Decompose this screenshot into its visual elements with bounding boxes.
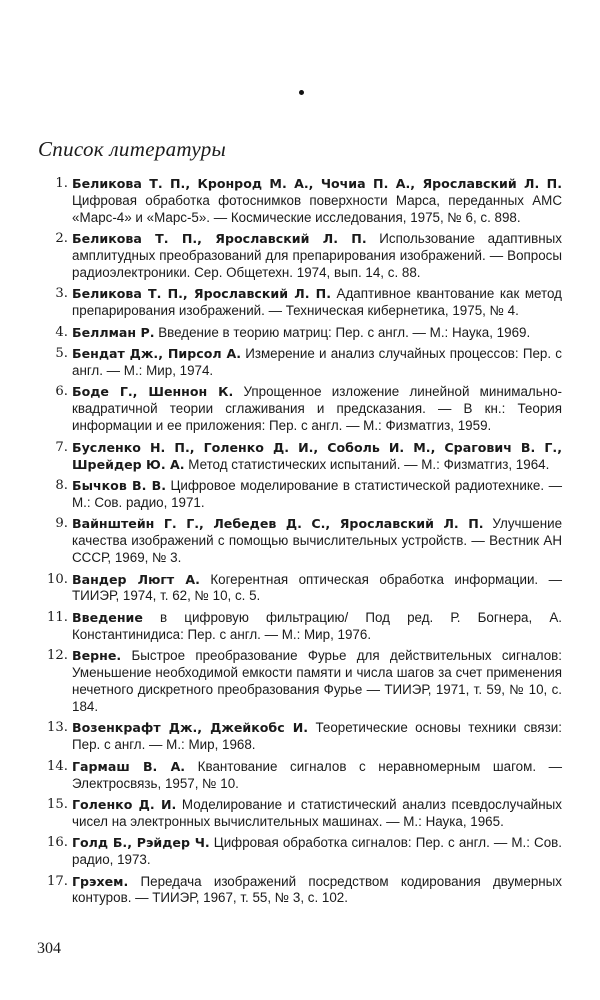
reference-number: 6.: [55, 384, 68, 400]
reference-number: 11.: [47, 609, 68, 625]
reference-item: [40, 759, 562, 793]
reference-text: Цифровая обработка фотоснимков поверхности Марса, переданных АМС «Марс-4» и «Марс-5». — Космические исследования, 1975, № 6, с. 898.: [72, 192, 562, 225]
reference-number: 3.: [55, 286, 68, 302]
reference-author: Боде Г., Шеннон К.: [72, 384, 234, 400]
reference-number: 10.: [47, 571, 68, 587]
reference-item: [40, 478, 562, 512]
reference-item: [40, 286, 562, 320]
reference-author: Грэхем.: [72, 873, 129, 889]
reference-item: [40, 440, 562, 474]
reference-number: 4.: [55, 324, 68, 340]
reference-number: 9.: [55, 516, 68, 532]
reference-item: [40, 572, 562, 606]
reference-item: [40, 346, 562, 380]
reference-author: Беликова Т. П., Кронрод М. А., Чочиа П. А., Ярославский Л. П.: [72, 176, 562, 191]
reference-author: Гармаш В. А.: [72, 758, 186, 774]
reference-item: [40, 797, 562, 831]
reference-text: Использование адаптивных амплитудных преобразований для препарирования изображений. — Вопросы радиоэлектроники. Сер. Общетехн. 1974, вып. 14, с. 88.: [72, 231, 562, 281]
reference-text: Передача изображений посредством кодирования двумерных контуров. — ТИИЭР, 1967, т. 55, № 3, с. 102.: [72, 873, 562, 906]
reference-author: Бусленко Н. П., Голенко Д. И., Соболь И. М., Срагович В. Г., Шрейдер Ю. А.: [72, 439, 562, 472]
reference-text: Моделирование и статистический анализ псевдослучайных чисел на электронных вычислительных машинах. — М.: Наука, 1965.: [72, 796, 562, 829]
reference-item: [40, 835, 562, 869]
reference-number: 17.: [47, 873, 68, 889]
reference-author: Беликова Т. П., Ярославский Л. П.: [72, 286, 332, 302]
reference-text: Быстрое преобразование Фурье для действительных сигналов: Уменьшение необходимой емкости памяти и числа шагов за счет применения нечетного дискретного преобразования Фурье — ТИИЭР, 1971, т. 59, № 10, с. 184.: [72, 648, 562, 714]
reference-item: [40, 610, 562, 644]
reference-text: в цифровую фильтрацию/ Под ред. Р. Богнера, А. Константинидиса: Пер. с англ. — М.: Мир, 1976.: [72, 609, 562, 642]
reference-author: Голд Б., Рэйдер Ч.: [72, 835, 210, 851]
reference-number: 8.: [55, 478, 68, 493]
reference-item: [40, 231, 562, 282]
reference-text: Упрощенное изложение линейной минимально-квадратичной теории сглаживания и предсказания. — В кн.: Теория информации и ее приложения: Пер. с англ. — М.: Физматгиз, 1959.: [72, 384, 562, 434]
reference-author: Бычков В. В.: [72, 478, 166, 493]
reference-item: [40, 384, 562, 435]
reference-number: 5.: [55, 346, 68, 362]
reference-number: 16.: [47, 835, 68, 851]
reference-author: Беликова Т. П., Ярославский Л. П.: [72, 231, 367, 247]
reference-author: Голенко Д. И.: [72, 796, 177, 812]
reference-item: [40, 874, 562, 908]
reference-text: Квантование сигналов с неравномерным шагом. — Электросвязь, 1957, № 10.: [72, 758, 563, 791]
reference-author: Введение: [72, 609, 143, 625]
reference-number: 14.: [47, 758, 68, 774]
reference-author: Вандер Люгт А.: [72, 571, 200, 587]
reference-author: Возенкрафт Дж., Джейкобс И.: [72, 720, 309, 736]
reference-author: Бендат Дж., Пирсол А.: [72, 346, 241, 362]
reference-text: Введение в теорию матриц: Пер. с англ. — М.: Наука, 1969.: [154, 324, 531, 340]
reference-text: Метод статистических испытаний. — М.: Физматгиз, 1964.: [184, 456, 550, 472]
reference-item: [40, 325, 562, 342]
reference-author: Вайнштейн Г. Г., Лебедев Д. С., Ярославский Л. П.: [72, 516, 484, 532]
reference-item: [40, 176, 562, 227]
reference-number: 7.: [55, 439, 68, 455]
decorative-dot: [299, 90, 304, 95]
reference-number: 2.: [55, 231, 68, 247]
reference-text: Улучшение качества изображений с помощью вычислительных устройств. — Вестник АН СССР, 1969, № 3.: [72, 516, 563, 566]
reference-text: Когерентная оптическая обработка информации. — ТИИЭР, 1974, т. 62, № 10, с. 5.: [72, 571, 562, 604]
reference-number: 15.: [47, 796, 68, 812]
reference-number: 13.: [47, 720, 68, 736]
reference-text: Измерение и анализ случайных процессов: Пер. с англ. — М.: Мир, 1974.: [72, 346, 562, 379]
reference-text: Адаптивное квантование как метод препарирования изображений. — Техническая кибернетика, 1975, № 4.: [72, 286, 562, 319]
section-title: Список литературы: [38, 137, 227, 161]
reference-author: Верне.: [72, 648, 122, 664]
page-number: 304: [37, 940, 61, 957]
reference-text: Теоретические основы техники связи: Пер. с англ. — М.: Мир, 1968.: [72, 720, 562, 753]
reference-author: Беллман Р.: [72, 324, 155, 340]
reference-item: [40, 648, 562, 716]
reference-number: 12.: [47, 648, 68, 664]
reference-item: [40, 720, 562, 754]
reference-item: [40, 516, 562, 567]
reference-number: 1.: [55, 176, 68, 191]
reference-text: Цифровая обработка сигналов: Пер. с англ. — М.: Сов. радио, 1973.: [72, 835, 562, 868]
reference-list: [40, 176, 562, 912]
reference-text: Цифровое моделирование в статистической радиотехнике. — М.: Сов. радио, 1971.: [72, 478, 563, 510]
